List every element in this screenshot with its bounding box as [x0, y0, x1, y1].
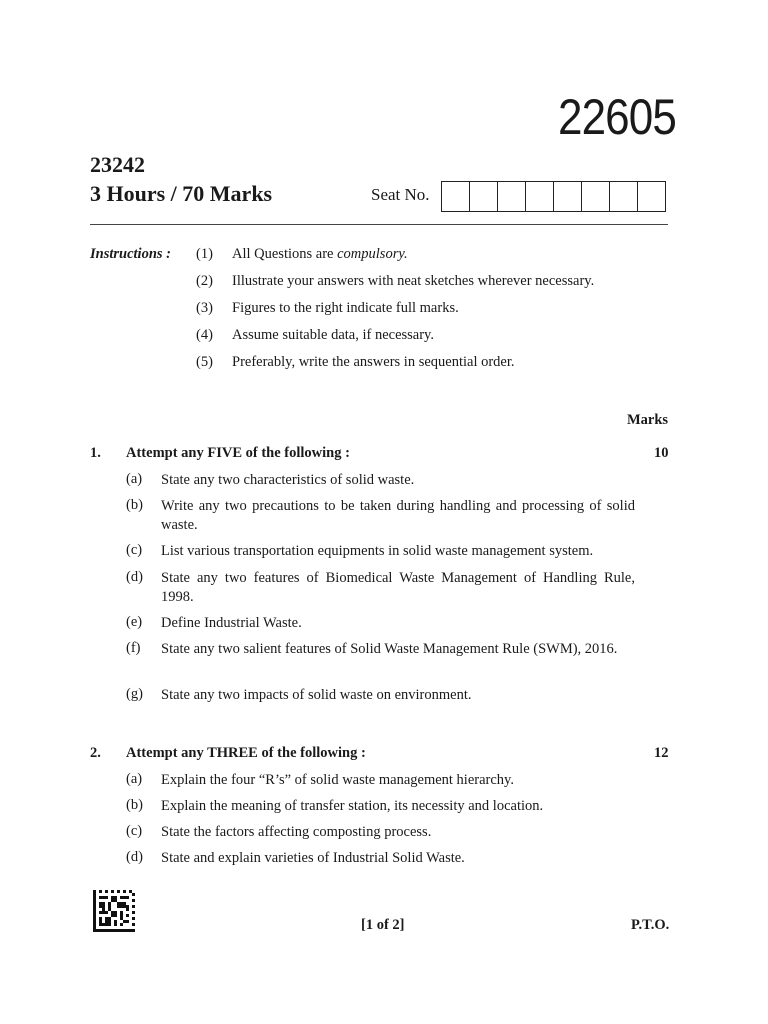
sub-question-text: State the factors affecting composting process. — [161, 824, 432, 840]
instruction-text: Preferably, write the answers in sequential order. — [232, 354, 515, 370]
seat-number-boxes[interactable] — [441, 181, 666, 212]
sub-question-label: (f) — [126, 640, 141, 656]
sub-question-text: List various transportation equipments in solid waste management system. — [161, 543, 594, 559]
datamatrix-code-icon — [93, 890, 135, 932]
seat-box[interactable] — [469, 181, 497, 212]
exam-code: 23242 — [90, 152, 145, 177]
seat-box[interactable] — [609, 181, 637, 212]
sub-question-label: (c) — [126, 542, 143, 558]
duration-marks: 3 Hours / 70 Marks — [90, 181, 273, 206]
sub-question-label: (d) — [126, 569, 143, 585]
sub-question-label: (c) — [126, 823, 143, 839]
instruction-text-emphasis: compulsory. — [337, 246, 408, 262]
instruction-text-plain: All Questions are — [232, 246, 338, 262]
sub-question-text: Explain the four “R’s” of solid waste management hierarchy. — [161, 772, 514, 788]
sub-question-label: (a) — [126, 471, 143, 487]
sub-question-label: (g) — [126, 686, 143, 702]
seat-box[interactable] — [441, 181, 469, 212]
sub-question-text: State any two salient features of Solid Waste Management Rule (SWM), 2016. — [161, 641, 618, 657]
sub-question-label: (e) — [126, 614, 143, 630]
question-number: 2. — [90, 745, 101, 761]
sub-question-label: (b) — [126, 797, 143, 813]
pto-label: P.T.O. — [631, 917, 670, 933]
instruction-number: (1) — [196, 246, 213, 262]
seat-box[interactable] — [553, 181, 581, 212]
question-title: Attempt any FIVE of the following : — [126, 445, 350, 461]
seat-box[interactable] — [637, 181, 666, 212]
sub-question-text: State any two features of Biomedical Waste Management of Handling Rule, 1998. — [161, 570, 635, 605]
question-marks: 12 — [654, 745, 669, 761]
sub-question-text: Define Industrial Waste. — [161, 615, 302, 631]
seat-box[interactable] — [525, 181, 553, 212]
sub-question-label: (a) — [126, 771, 143, 787]
instruction-number: (3) — [196, 300, 213, 316]
sub-question-label: (d) — [126, 849, 143, 865]
sub-question-text: State any two characteristics of solid waste. — [161, 472, 415, 488]
page-number: [1 of 2] — [361, 917, 405, 933]
instruction-text: Illustrate your answers with neat sketches wherever necessary. — [232, 273, 595, 289]
instruction-text — [232, 246, 408, 263]
sub-question-text: State and explain varieties of Industrial Solid Waste. — [161, 850, 465, 866]
question-marks: 10 — [654, 445, 669, 461]
instruction-number: (4) — [196, 327, 213, 343]
sub-question-label: (b) — [126, 497, 143, 513]
instruction-text: Figures to the right indicate full marks. — [232, 300, 459, 316]
instructions-label: Instructions : — [90, 246, 171, 262]
seat-box[interactable] — [581, 181, 609, 212]
instruction-text: Assume suitable data, if necessary. — [232, 327, 434, 343]
seat-box[interactable] — [497, 181, 525, 212]
question-title: Attempt any THREE of the following : — [126, 745, 366, 761]
seat-label: Seat No. — [371, 185, 430, 204]
header-divider — [90, 224, 668, 225]
question-number: 1. — [90, 445, 101, 461]
paper-code: 22605 — [558, 89, 676, 145]
instruction-number: (5) — [196, 354, 213, 370]
sub-question-text: State any two impacts of solid waste on environment. — [161, 687, 472, 703]
sub-question-text: Write any two precautions to be taken during handling and processing of solid waste. — [161, 498, 635, 533]
sub-question-text: Explain the meaning of transfer station, its necessity and location. — [161, 798, 544, 814]
marks-heading: Marks — [627, 412, 669, 428]
instruction-number: (2) — [196, 273, 213, 289]
